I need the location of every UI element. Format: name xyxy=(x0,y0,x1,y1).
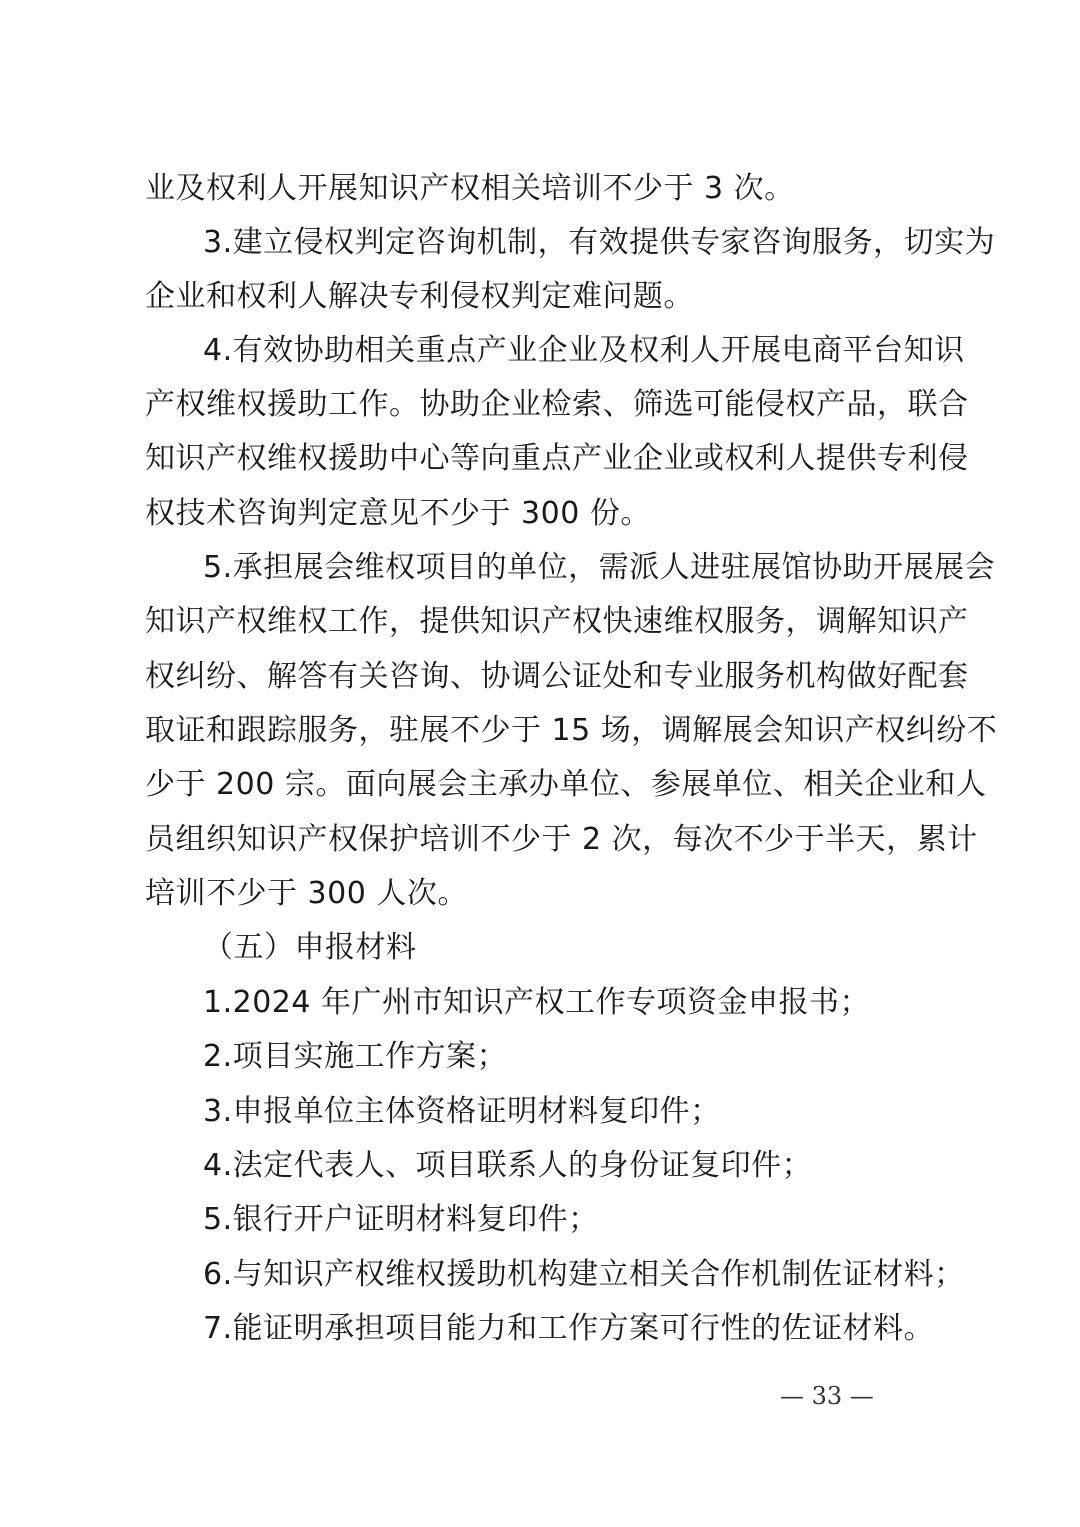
text-line: 业及权利人开展知识产权相关培训不少于 3 次。 xyxy=(145,171,795,206)
text-line: 1.2024 年广州市知识产权工作专项资金申报书； xyxy=(203,985,871,1020)
text-line: 2.项目实施工作方案； xyxy=(203,1039,508,1074)
text-line: 5.银行开户证明材料复印件； xyxy=(203,1202,599,1237)
text-line: 6.与知识产权维权援助机构建立相关合作机制佐证材料； xyxy=(203,1257,965,1292)
text-line: 3.申报单位主体资格证明材料复印件； xyxy=(203,1094,721,1129)
text-line: 产权维权援助工作。协助企业检索、筛选可能侵权产品，联合 xyxy=(145,387,969,422)
text-line: 权技术咨询判定意见不少于 300 份。 xyxy=(145,496,651,531)
page-number: — 33 — xyxy=(780,1382,874,1410)
text-line: 取证和跟踪服务，驻展不少于 15 场，调解展会知识产权纠纷不 xyxy=(145,713,998,748)
text-line: 权纠纷、解答有关咨询、协调公证处和专业服务机构做好配套 xyxy=(145,659,969,694)
text-line: 7.能证明承担项目能力和工作方案可行性的佐证材料。 xyxy=(203,1311,935,1346)
text-line: 员组织知识产权保护培训不少于 2 次，每次不少于半天，累计 xyxy=(145,822,978,857)
text-line: 5.承担展会维权项目的单位，需派人进驻展馆协助开展展会 xyxy=(203,550,996,585)
text-line: 4.有效协助相关重点产业企业及权利人开展电商平台知识 xyxy=(203,333,965,368)
text-line: 少于 200 宗。面向展会主承办单位、参展单位、相关企业和人 xyxy=(145,767,987,802)
text-line: 知识产权维权援助中心等向重点产业企业或权利人提供专利侵 xyxy=(145,441,969,476)
text-line: 知识产权维权工作，提供知识产权快速维权服务，调解知识产 xyxy=(145,604,969,639)
text-line: 企业和权利人解决专利侵权判定难问题。 xyxy=(145,279,694,314)
section-heading: （五）申报材料 xyxy=(203,930,417,965)
text-line: 4.法定代表人、项目联系人的身份证复印件； xyxy=(203,1148,813,1183)
text-line: 3.建立侵权判定咨询机制，有效提供专家咨询服务，切实为 xyxy=(203,225,996,260)
text-line: 培训不少于 300 人次。 xyxy=(145,876,468,911)
